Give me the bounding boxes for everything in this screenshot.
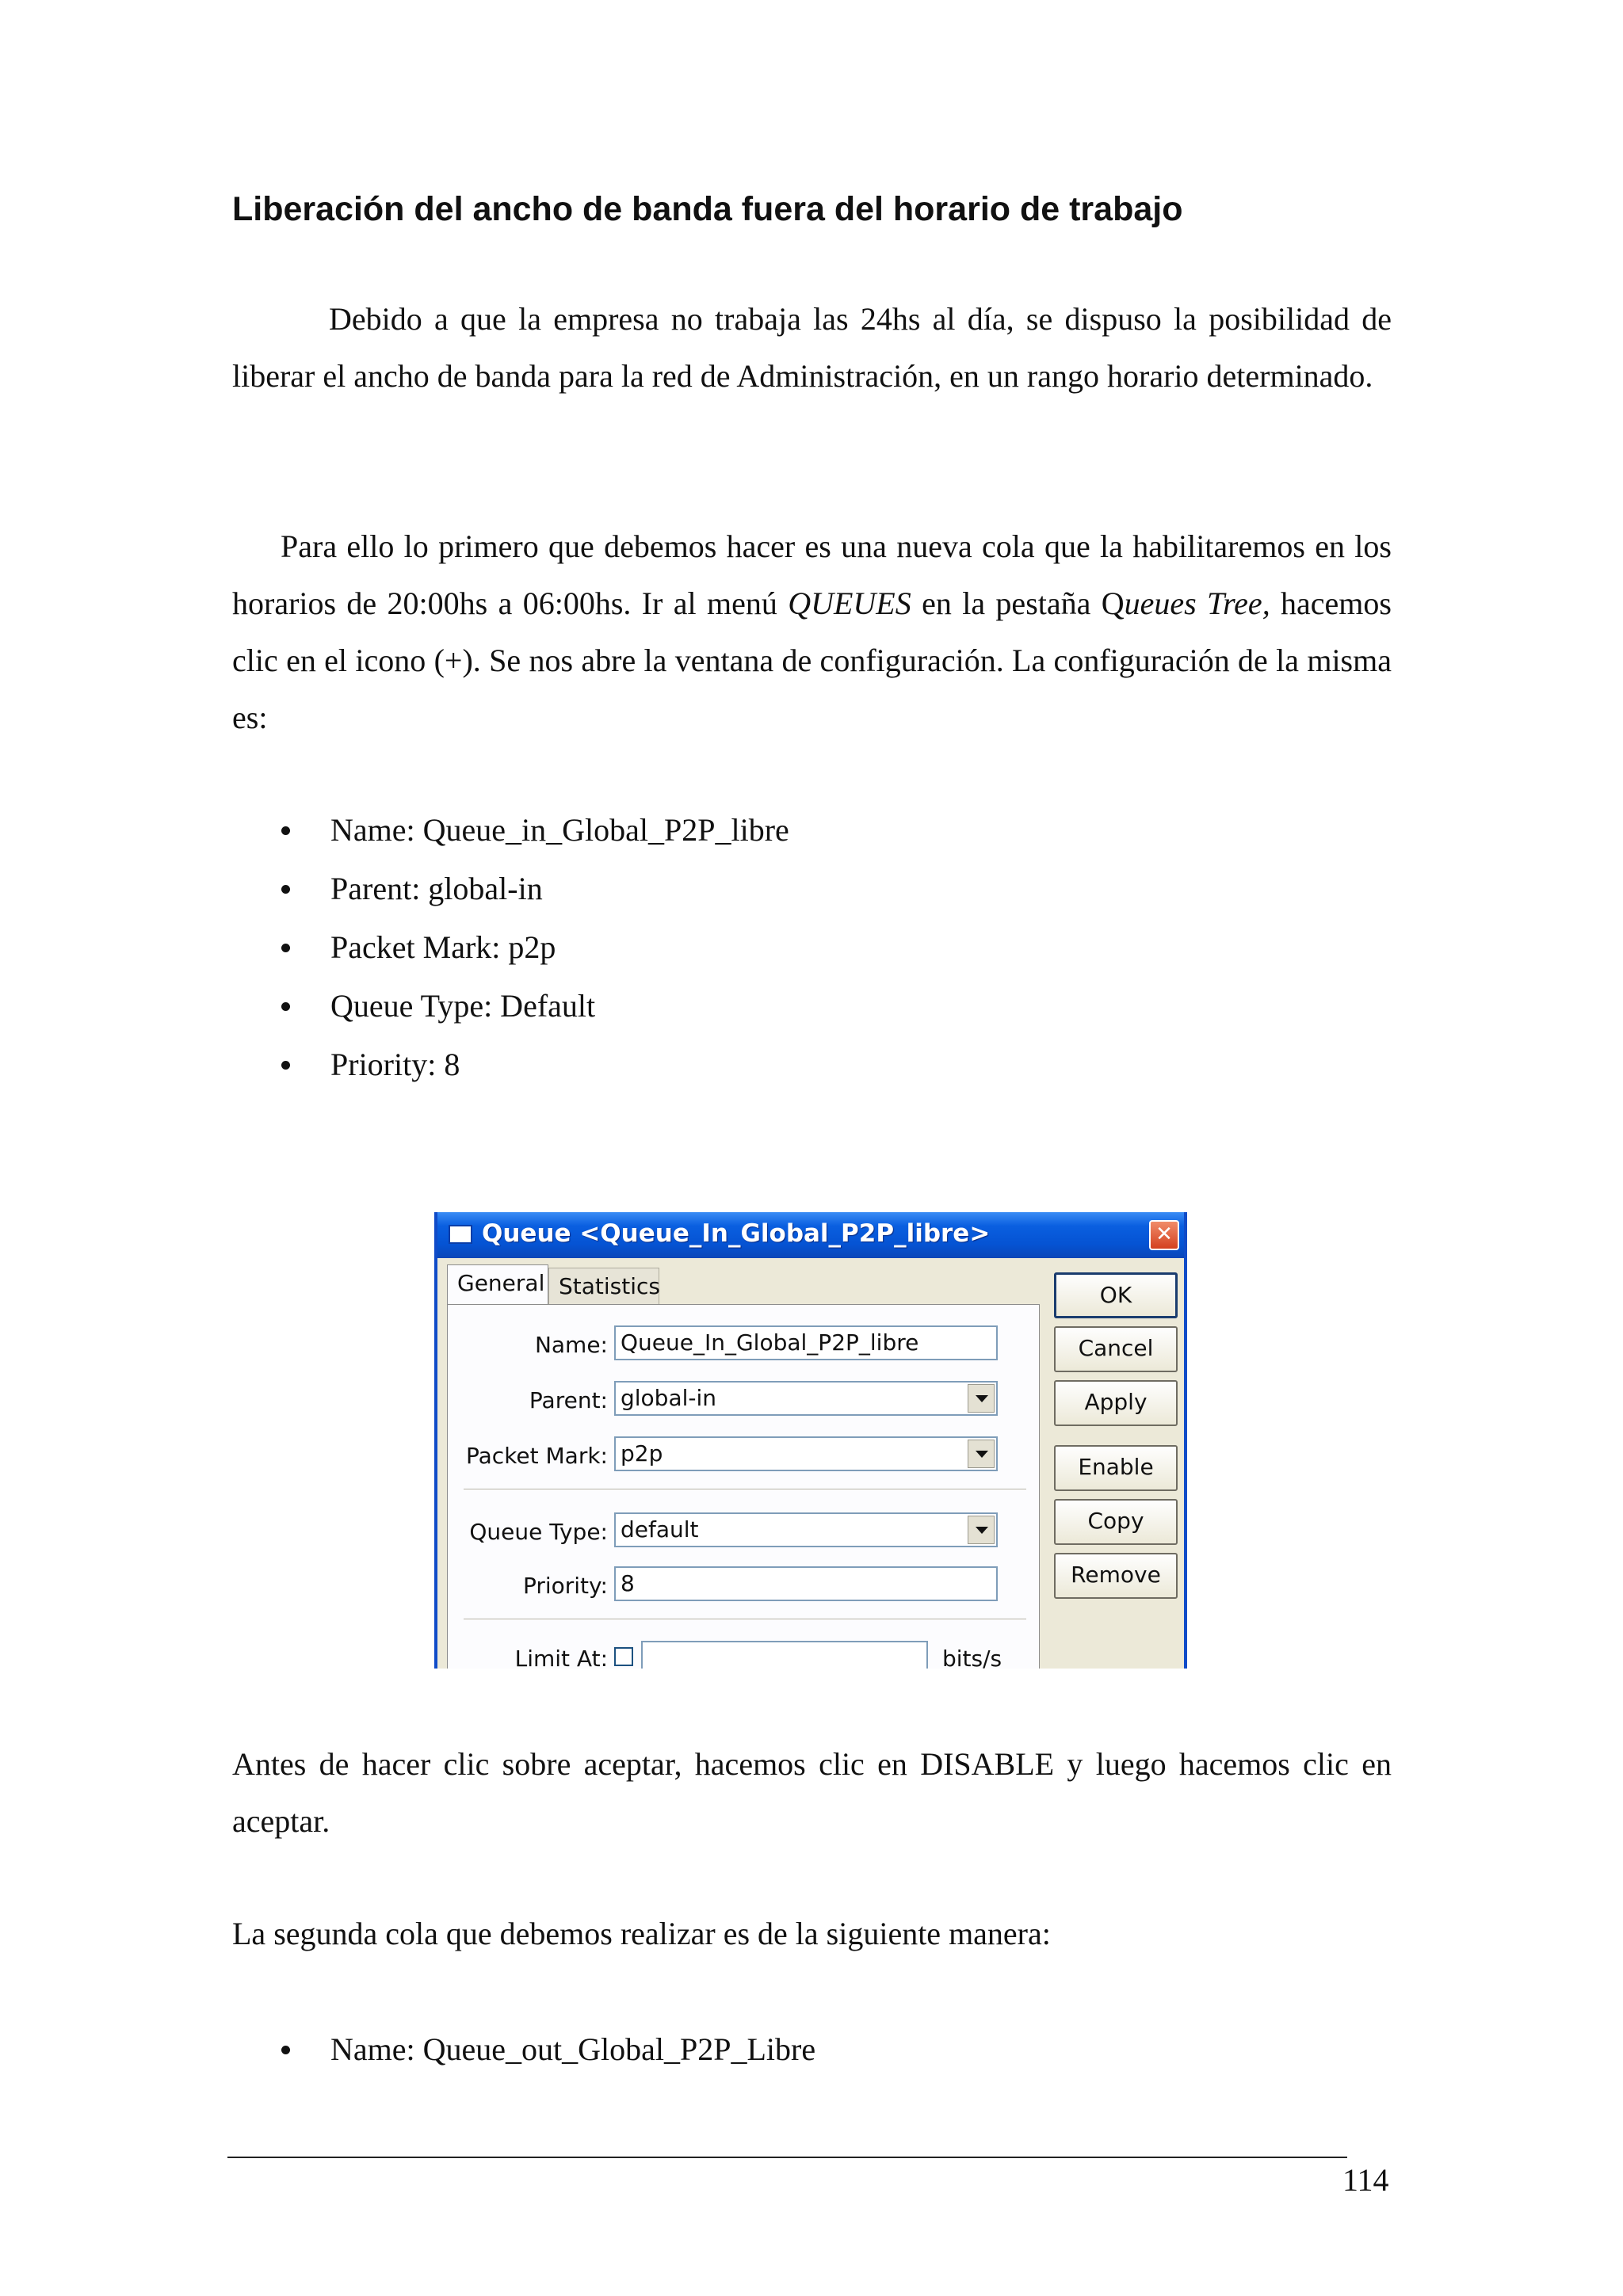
menu-name: QUEUES	[788, 585, 911, 621]
close-icon[interactable]: ✕	[1149, 1220, 1179, 1250]
priority-field[interactable]: 8	[614, 1566, 998, 1601]
apply-button[interactable]: Apply	[1054, 1380, 1178, 1426]
queue-type-value: default	[621, 1516, 699, 1543]
limit-at-checkbox[interactable]	[614, 1647, 633, 1666]
instructions-paragraph	[232, 518, 1392, 746]
tab-statistics[interactable]: Statistics	[548, 1268, 659, 1304]
cancel-button[interactable]: Cancel	[1054, 1326, 1178, 1372]
queue-type-dropdown[interactable]	[614, 1512, 998, 1547]
bullet-icon	[281, 826, 290, 835]
separator	[464, 1619, 1026, 1620]
list-item-text: Name: Queue_in_Global_P2P_libre	[330, 812, 789, 848]
parent-label: Parent:	[529, 1387, 608, 1413]
second-queue-paragraph: La segunda cola que debemos realizar es de la siguiente manera:	[232, 1916, 1051, 1951]
list-item-text: Priority: 8	[330, 1047, 460, 1082]
page-number: 114	[1342, 2162, 1389, 2198]
config-list	[232, 801, 1392, 1094]
disable-note-paragraph: Antes de hacer clic sobre aceptar, hacemos clic en DISABLE y luego hacemos clic en aceptar.	[232, 1746, 1392, 1839]
intro-paragraph-text: Debido a que la empresa no trabaja las 24hs al día, se dispuso la posibilidad de liberar el ancho de banda para la red de Administración, en un rango horario determinado.	[232, 301, 1392, 394]
instructions-text-1: Para ello lo primero que debemos hacer es una nueva cola que la habilitaremos en los horarios de 20:00hs a 06:00hs. Ir al menú	[232, 528, 1392, 621]
bullet-icon	[281, 2046, 290, 2054]
second-config-list	[232, 2020, 1392, 2079]
dialog-titlebar[interactable]	[437, 1212, 1184, 1258]
queue-type-label: Queue Type:	[469, 1519, 608, 1545]
separator	[464, 1489, 1026, 1490]
list-item-text: Name: Queue_out_Global_P2P_Libre	[330, 2031, 816, 2067]
tab-general[interactable]: General	[447, 1264, 548, 1304]
priority-label: Priority:	[522, 1573, 608, 1599]
remove-button[interactable]: Remove	[1054, 1553, 1178, 1599]
list-item-text: Queue Type: Default	[330, 988, 596, 1024]
parent-dropdown[interactable]	[614, 1381, 998, 1416]
bullet-icon	[281, 944, 290, 952]
enable-button[interactable]: Enable	[1054, 1445, 1178, 1491]
general-panel	[447, 1304, 1040, 1669]
footer-divider	[227, 2157, 1347, 2158]
list-item	[232, 860, 1392, 918]
list-item-text: Parent: global-in	[330, 871, 543, 906]
bullet-icon	[281, 885, 290, 894]
list-item	[232, 1035, 1392, 1094]
name-label: Name:	[534, 1332, 608, 1358]
dialog-title: Queue <Queue_In_Global_P2P_libre>	[482, 1219, 991, 1248]
list-item	[232, 2020, 1392, 2079]
chevron-down-icon[interactable]	[968, 1440, 995, 1468]
copy-button[interactable]: Copy	[1054, 1499, 1178, 1545]
section-heading: Liberación del ancho de banda fuera del horario de trabajo	[232, 190, 1183, 228]
list-item	[232, 977, 1392, 1035]
list-item	[232, 918, 1392, 977]
name-field[interactable]: Queue_In_Global_P2P_libre	[614, 1325, 998, 1360]
list-item-text: Packet Mark: p2p	[330, 929, 556, 965]
bullet-icon	[281, 1061, 290, 1070]
packet-mark-value: p2p	[621, 1440, 663, 1466]
instructions-text-2: en la pestaña Q	[911, 585, 1125, 621]
limit-at-unit: bits/s	[942, 1646, 1002, 1669]
packet-mark-label: Packet Mark:	[466, 1443, 608, 1469]
instructions-text-3: hacemos clic en el icono (+). Se nos abre la ventana de configuración. La configuración de la misma es:	[232, 585, 1392, 735]
ok-button[interactable]: OK	[1054, 1272, 1178, 1318]
limit-at-field[interactable]	[641, 1641, 928, 1669]
limit-at-label: Limit At:	[514, 1646, 608, 1669]
window-icon	[449, 1225, 472, 1244]
packet-mark-dropdown[interactable]	[614, 1436, 998, 1471]
intro-paragraph	[232, 291, 1392, 405]
chevron-down-icon[interactable]	[968, 1516, 995, 1544]
queue-dialog-screenshot	[434, 1212, 1187, 1669]
list-item	[232, 801, 1392, 860]
chevron-down-icon[interactable]	[968, 1384, 995, 1413]
parent-value: global-in	[621, 1385, 717, 1411]
tab-name: ueues Tree,	[1124, 585, 1270, 621]
bullet-icon	[281, 1002, 290, 1011]
